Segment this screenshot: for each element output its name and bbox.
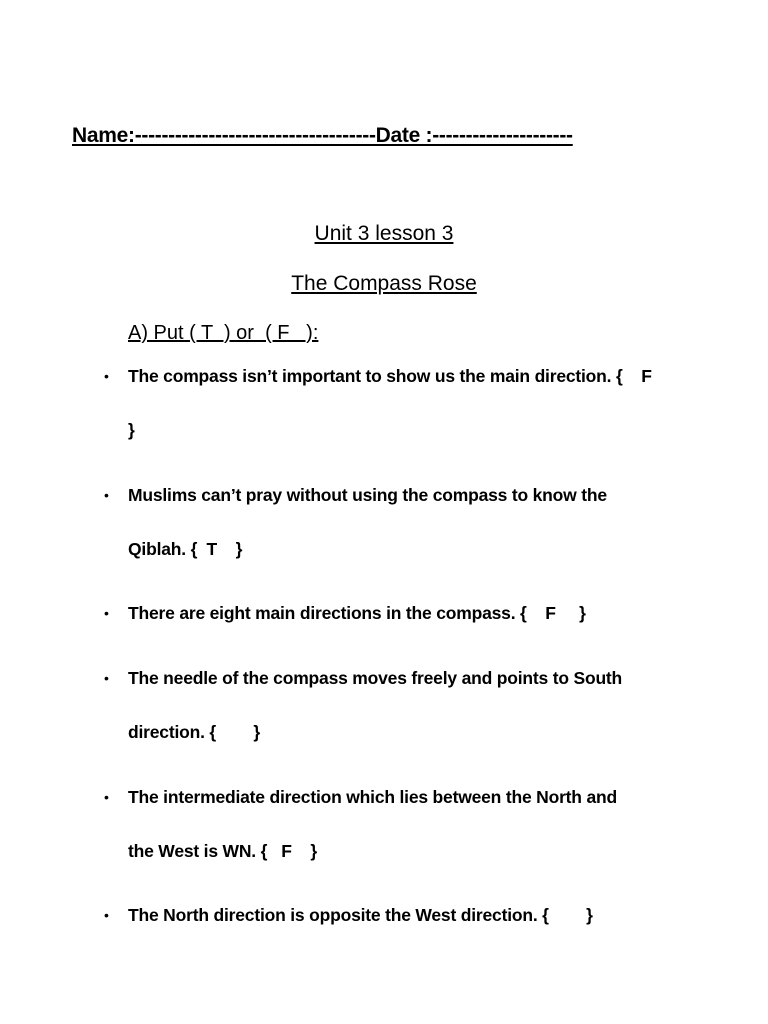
section-heading: A) Put ( T ) or ( F ): — [128, 322, 319, 344]
question-text: The compass isn’t important to show us the main direction. { F — [128, 366, 652, 386]
question-item-1 — [104, 349, 708, 457]
bullet-icon: • — [104, 789, 109, 805]
question-text: The needle of the compass moves freely and points to South — [128, 668, 623, 688]
question-text: The North direction is opposite the West direction. { } — [128, 905, 593, 925]
question-text: The intermediate direction which lies between the North and — [128, 787, 617, 807]
lesson-title: The Compass Rose — [291, 272, 477, 295]
bullet-icon: • — [104, 368, 109, 384]
bullet-icon: • — [104, 605, 109, 621]
question-text: There are eight main directions in the compass. { F } — [128, 603, 586, 623]
question-item-5 — [104, 770, 708, 878]
name-date-line: Name:------------------------------------Date :--------------------- — [72, 124, 573, 147]
bullet-icon: • — [104, 907, 109, 923]
question-item-2 — [104, 468, 708, 576]
unit-title: Unit 3 lesson 3 — [314, 222, 454, 245]
question-text-continued: direction. { } — [128, 722, 260, 742]
question-text-continued: Qiblah. { T } — [128, 539, 243, 559]
question-item-6 — [104, 888, 708, 942]
question-text-continued: the West is WN. { F } — [128, 841, 317, 861]
question-text-continued: } — [128, 420, 135, 440]
bullet-icon: • — [104, 487, 109, 503]
question-item-3 — [104, 586, 708, 640]
question-text: Muslims can’t pray without using the compass to know the — [128, 485, 607, 505]
bullet-icon: • — [104, 670, 109, 686]
question-item-4 — [104, 651, 708, 759]
